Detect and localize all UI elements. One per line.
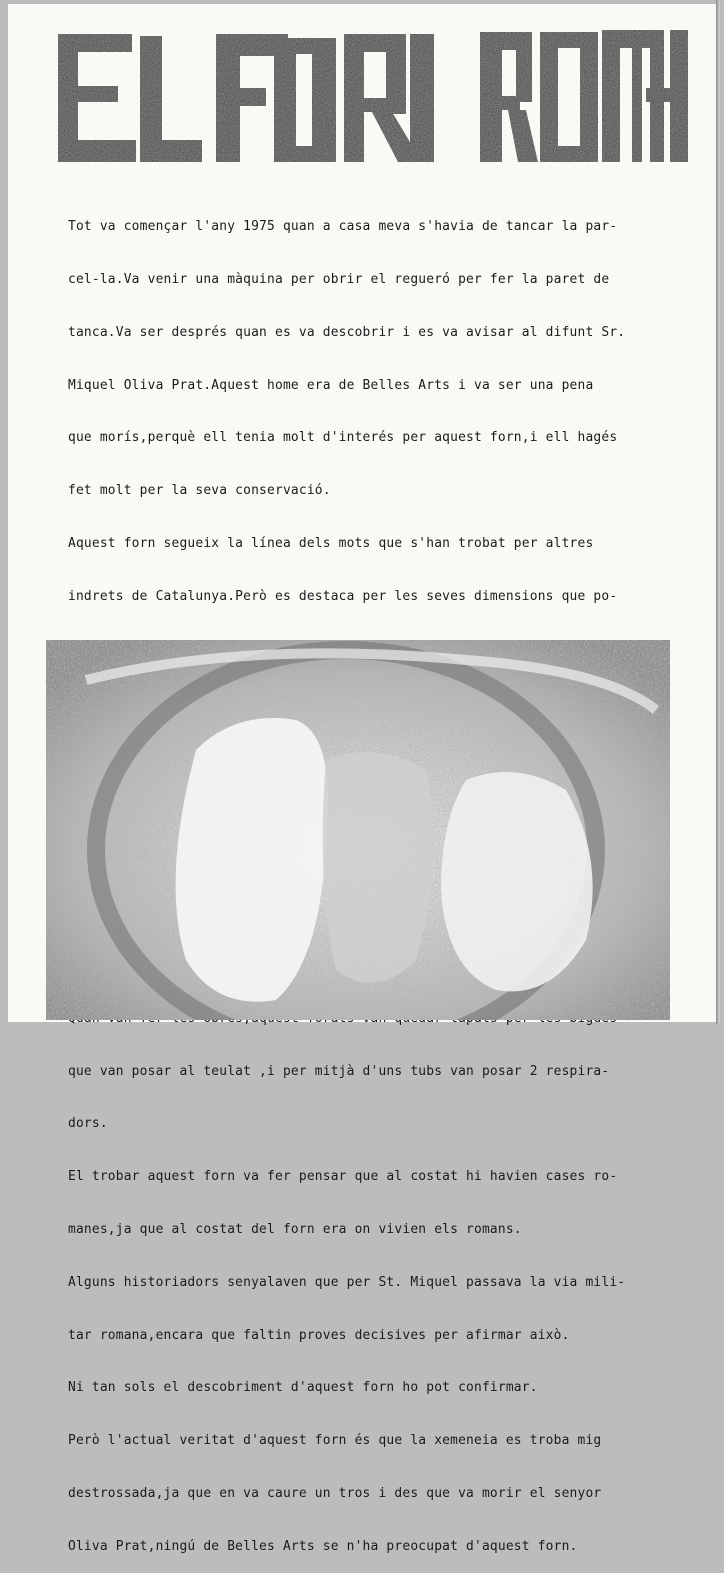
kiln-center-wall (323, 752, 434, 983)
text-line: dors. (68, 1116, 108, 1132)
text-line: Oliva Prat,ningú de Belles Arts se n'ha preocupat d'aquest forn. (68, 1538, 578, 1554)
text-line: que van posar al teulat ,i per mitjà d'uns tubs van posar 2 respira- (68, 1063, 610, 1079)
article-title (50, 28, 692, 168)
text-line: Alguns historiadors senyalaven que per St. Miquel passava la via mili- (68, 1274, 626, 1290)
text-line: fet molt per la seva conservació. (68, 483, 331, 499)
text-line: Però l'actual veritat d'aquest forn és que la xemeneia es troba mig (68, 1433, 602, 1449)
text-line: Aquest forn segueix la línea dels mots que s'han trobat per altres (68, 535, 594, 551)
title-letter-o2 (540, 32, 598, 162)
text-line: Ni tan sols el descobriment d'aquest forn ho pot confirmar. (68, 1380, 538, 1396)
text-line: indrets de Catalunya.Però es destaca per les seves dimensions que po- (68, 588, 618, 604)
kiln-photo (46, 640, 670, 1020)
text-line: El trobar aquest forn va fer pensar que al costat hi havien cases ro- (68, 1169, 618, 1185)
text-line: tanca.Va ser després quan es va descobrir i es va avisar al difunt Sr. (68, 324, 626, 340)
text-line: que morís,perquè ell tenia molt d'interés per aquest forn,i ell hagés (68, 430, 618, 446)
text-line: cel-la.Va venir una màquina per obrir el regueró per fer la paret de (68, 271, 610, 287)
title-letter-r2 (480, 32, 538, 162)
title-letter-o (274, 38, 336, 162)
title-letter-l (140, 36, 202, 162)
text-line: destrossada,ja que en va caure un tros i des que va morir el senyor (68, 1485, 602, 1501)
text-line: Miquel Oliva Prat.Aquest home era de Belles Arts i va ser una pena (68, 377, 594, 393)
text-line: manes,ja que al costat del forn era on vivien els romans. (68, 1222, 522, 1238)
text-line: tar romana,encara que faltin proves decisives per afirmar això. (68, 1327, 570, 1343)
kiln-opening-right (441, 772, 593, 991)
text-line: Tot va començar l'any 1975 quan a casa meva s'havia de tancar la par- (68, 219, 618, 235)
title-letter-e (58, 34, 136, 162)
